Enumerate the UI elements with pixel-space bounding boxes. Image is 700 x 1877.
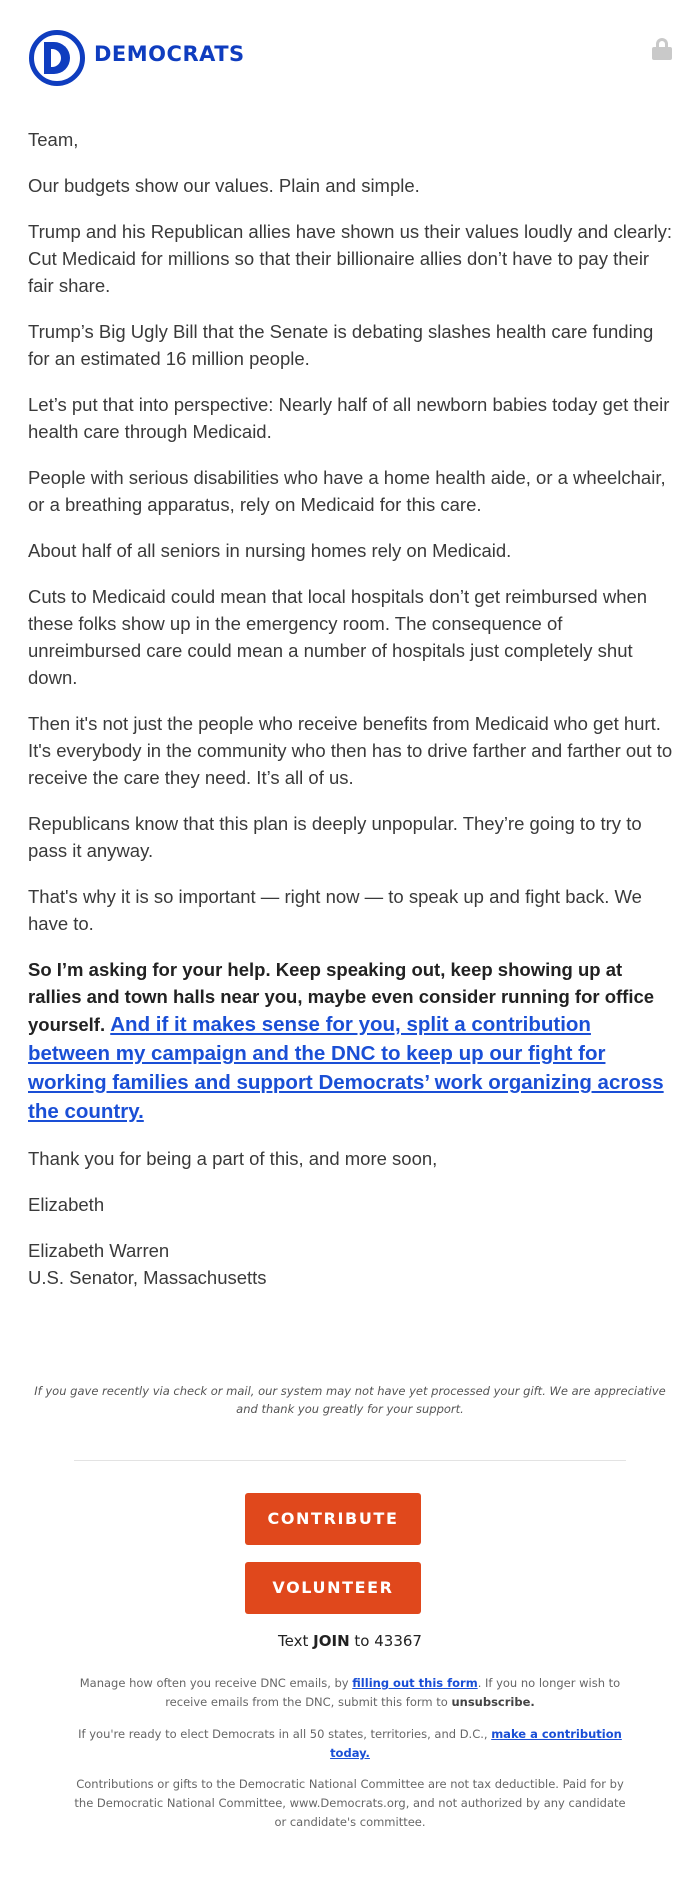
elect-text: If you're ready to elect Democrats in all 50 states, territories, and D.C., make a contribution today.	[78, 1727, 622, 1760]
paragraph: Then it's not just the people who receive benefits from Medicaid who get hurt. It's everybody in the community who then has to drive farther and farther out to receive the care they need. It’s all of us.	[28, 713, 673, 788]
contribute-today-link[interactable]: make a contribution today.	[330, 1727, 622, 1760]
legal-text: Contributions or gifts to the Democratic National Committee are not tax deductible. Paid for by the Democratic National Committee, www.Democrats.org, and not authorized by any candidate or candidate's committee.	[74, 1777, 626, 1829]
paragraph: Trump and his Republican allies have shown us their values loudly and clearly: Cut Medicaid for millions so that their billionaire allies don’t have to pay their fair share.	[28, 221, 673, 296]
volunteer-button[interactable]: VOLUNTEER	[245, 1562, 421, 1614]
contribution-link[interactable]: And if it makes sense for you, split a contribution between my campaign and the DNC to keep up our fight for working families and support Democrats’ work organizing across the country.	[28, 1013, 664, 1123]
letter-body	[28, 126, 676, 1291]
paragraph: Our budgets show our values. Plain and simple.	[28, 175, 420, 196]
dnc-logo-icon[interactable]	[29, 30, 85, 86]
paragraph: Trump’s Big Ugly Bill that the Senate is debating slashes health care funding for an estimated 16 million people.	[28, 321, 654, 369]
paragraph: That's why it is so important — right now — to speak up and fight back. We have to.	[28, 886, 642, 934]
divider	[74, 1460, 626, 1461]
paragraph: Cuts to Medicaid could mean that local hospitals don’t get reimbursed when these folks show up in the emergency room. The consequence of unreimbursed care could mean a number of hospitals just completely shut down.	[28, 586, 648, 688]
unsubscribe-link[interactable]: unsubscribe.	[451, 1695, 535, 1709]
manage-form-link[interactable]: filling out this form	[352, 1676, 478, 1690]
gift-disclaimer: If you gave recently via check or mail, our system may not have yet processed your gift. We are appreciative and thank you greatly for your support.	[34, 1384, 666, 1416]
closing: Thank you for being a part of this, and more soon,	[28, 1148, 438, 1169]
signature-title: U.S. Senator, Massachusetts	[28, 1267, 267, 1288]
greeting: Team,	[28, 129, 79, 150]
paragraph: Let’s put that into perspective: Nearly half of all newborn babies today get their health care through Medicaid.	[28, 394, 670, 442]
contribute-button[interactable]: CONTRIBUTE	[245, 1493, 421, 1545]
text-join: Text JOIN to 43367	[278, 1632, 422, 1650]
ask-paragraph	[28, 956, 676, 1126]
brand-wordmark[interactable]: DEMOCRATS	[94, 42, 245, 66]
paragraph: Republicans know that this plan is deeply unpopular. They’re going to try to pass it anyway.	[28, 813, 642, 861]
lock-icon	[652, 38, 672, 60]
signoff: Elizabeth	[28, 1194, 105, 1215]
manage-emails-text: Manage how often you receive DNC emails, by filling out this form. If you no longer wish to receive emails from the DNC, submit this form to unsubscribe.	[79, 1676, 621, 1709]
paragraph: About half of all seniors in nursing homes rely on Medicaid.	[28, 540, 512, 561]
signature-block	[28, 1237, 676, 1291]
paragraph: People with serious disabilities who have a home health aide, or a wheelchair, or a breathing apparatus, rely on Medicaid for this care.	[28, 467, 666, 515]
ask-text: So I’m asking for your help. Keep speaking out, keep showing up at rallies and town halls near you, maybe even consider running for office yourself.	[28, 959, 655, 1035]
text-keyword: JOIN	[313, 1632, 350, 1650]
signature-name: Elizabeth Warren	[28, 1240, 170, 1261]
